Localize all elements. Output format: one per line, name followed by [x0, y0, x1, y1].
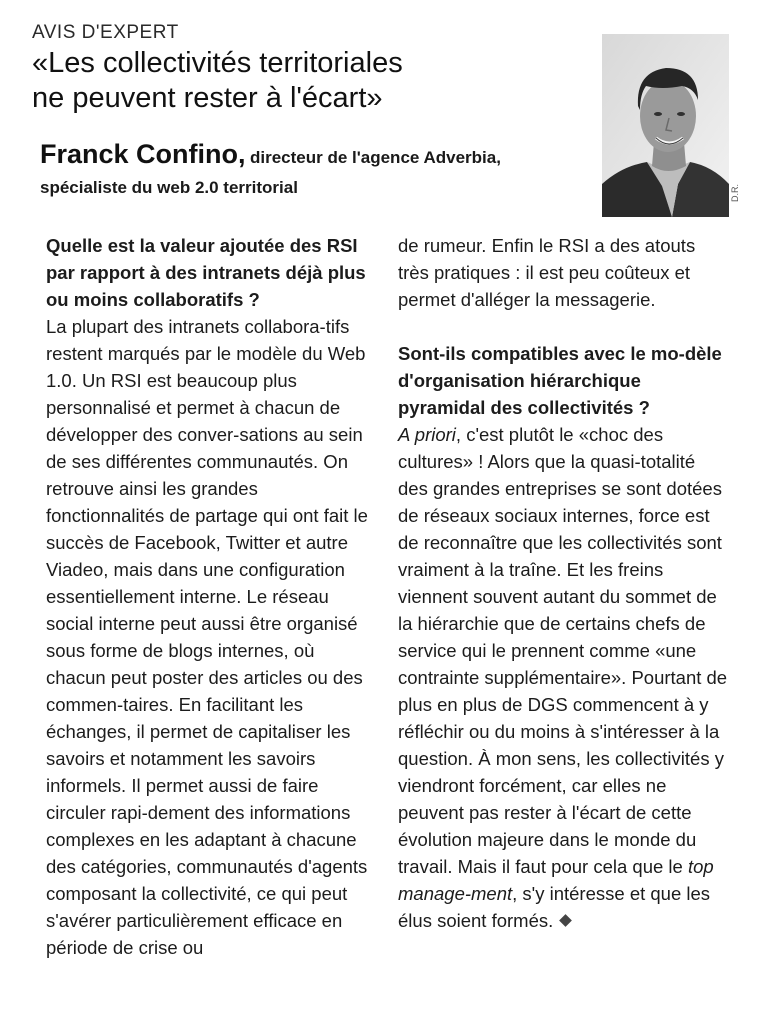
paragraph-gap — [398, 313, 728, 340]
answer-2 — [398, 421, 728, 934]
headline-line-1: «Les collectivités territoriales — [32, 47, 403, 79]
headline — [32, 46, 572, 116]
byline — [40, 140, 600, 173]
headline-line-2: ne peuvent rester à l'écart» — [32, 82, 383, 114]
answer-2-italic-a-priori: A priori — [398, 424, 456, 445]
answer-1: La plupart des intranets collabora-tifs restent marqués par le modèle du Web 1.0. Un RSI est beaucoup plus personnalisé et permet à chacun de développer des conver-sations au sein de ses différentes communautés. On retrouve ainsi les grandes fonctionnalités de partage qui ont fait le succès de Facebook, Twitter et autre Viadeo, mais dans une configuration essentiellement interne. Le réseau social interne peut aussi être organisé sous forme de blogs internes, où chacun peut poster des articles ou des commen-taires. En facilitant les échanges, il permet de capitaliser les savoirs et notamment les savoirs informels. Il permet aussi de faire circuler rapi-dement des informations complexes en les adaptant à chacune des catégories, communautés d'agents composant la collectivité, ce qui peut s'avérer particulièrement efficace en période de crise ou — [46, 316, 368, 958]
answer-1-continued: de rumeur. Enfin le RSI a des atouts très pratiques : il est peu coûteux et permet d'alléger la messagerie. — [398, 235, 696, 310]
answer-2-italic-top-management: top manage-ment — [398, 856, 714, 904]
author-name: Franck Confino, — [40, 139, 246, 169]
answer-2-text-end: , s'y intéresse et que les élus soient formés. — [398, 883, 711, 931]
left-column — [46, 232, 376, 961]
portrait-image — [602, 34, 729, 217]
right-column — [398, 232, 728, 934]
author-role: directeur de l'agence Adverbia, — [249, 148, 501, 167]
answer-2-text: , c'est plutôt le «choc des cultures» ! Alors que la quasi-totalité des grandes entreprises se sont dotées de réseaux sociaux internes, force est de reconnaître que les collectivités sont vraiment à la traîne. Et les freins viennent souvent autant du sommet de la hiérarchie que de certains chefs de service qui le prennent comme «une contrainte supplémentaire». Pourtant de plus en plus de DGS commencent à y réfléchir ou du moins à s'intéresser à la question. À mon sens, les collectivités y viendront forcément, car elles ne peuvent pas rester à l'écart de cette évolution majeure dans le monde du travail. Mais il faut pour cela que le — [398, 424, 728, 877]
question-2: Sont-ils compatibles avec le mo-dèle d'organisation hiérarchique pyramidal des collectivités ? — [398, 343, 722, 418]
end-mark-diamond-icon — [559, 914, 572, 927]
question-1: Quelle est la valeur ajoutée des RSI par rapport à des intranets déjà plus ou moins collaboratifs ? — [46, 235, 366, 310]
section-rubric: AVIS D'EXPERT — [32, 22, 179, 43]
author-photo — [602, 34, 729, 217]
photo-credit: D.R. — [730, 184, 740, 202]
author-specialty: spécialiste du web 2.0 territorial — [40, 178, 298, 197]
